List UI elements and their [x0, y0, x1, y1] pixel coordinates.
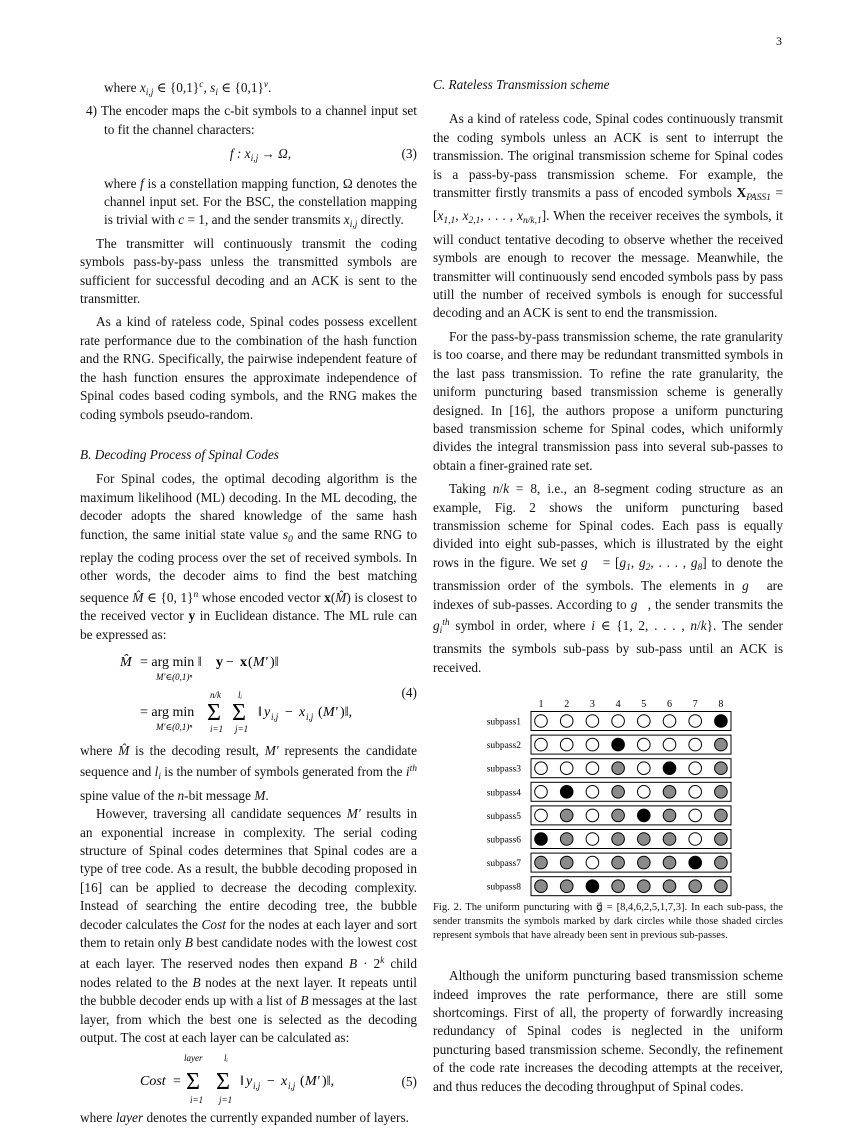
symbol-circle	[715, 809, 728, 822]
row-label: subpass3	[486, 764, 521, 775]
symbol-circle	[638, 856, 651, 869]
section-heading: C. Rateless Transmission scheme	[433, 77, 610, 92]
symbol-circle	[715, 833, 728, 846]
symbol-circle	[612, 809, 625, 822]
symbol-circle	[560, 738, 573, 751]
svg-text:x: x	[299, 704, 306, 720]
paragraph: The transmitter will continuously transmit the coding symbols pass-by-pass unless the transmitted symbols are sufficient for successful decoding and an ACK is sent to the transmitter.	[80, 235, 417, 307]
symbol-circle	[612, 856, 625, 869]
symbol-circle	[689, 762, 702, 775]
svg-text:j=1: j=1	[235, 723, 249, 734]
symbol-circle	[586, 762, 599, 775]
svg-text:(: (	[300, 1074, 305, 1090]
svg-text:Σ: Σ	[216, 1069, 230, 1096]
list-item-4: 4) The encoder maps the c-bit symbols to a channel input set to fit the channel characters:	[86, 103, 417, 137]
symbol-circle	[663, 762, 676, 775]
equation-4	[80, 644, 417, 736]
symbol-circle	[715, 715, 728, 728]
symbol-circle	[638, 809, 651, 822]
paragraph: where M̂ is the decoding result, M′ represents the candidate sequence and $l_i$ is the number of symbols generated from the $i^{th}$ spine value of the n-bit message M.	[80, 742, 417, 803]
symbol-circle	[535, 762, 548, 775]
symbol-circle	[612, 762, 625, 775]
symbol-circle	[560, 880, 573, 893]
symbol-circle	[560, 856, 573, 869]
symbol-circle	[715, 762, 728, 775]
svg-text:Σ: Σ	[232, 699, 246, 726]
svg-text:i,j: i,j	[306, 711, 314, 722]
paragraph: For Spinal codes, the optimal decoding algorithm is the maximum likelihood (ML) decoding. In the ML decoding, the decoder adopts the shared knowledge of the same hash function, the same initial state value $s_0$ and the same RNG to replay the coding process over the set of received symbols. In other words, the decoder aims to find the best matching sequence M̂ ∈ {0, 1}$^n$ whose encoded vector x(M̂) is closest to the received vector y in Euclidean distance. The ML rule can be expressed as:	[80, 471, 417, 642]
row-label: subpass2	[486, 741, 521, 752]
svg-text:)‖,: )‖,	[322, 1074, 335, 1090]
section-heading: B. Decoding Process of Spinal Codes	[80, 446, 279, 462]
svg-text:= arg min: = arg min	[140, 704, 195, 720]
symbol-circle	[663, 856, 676, 869]
symbol-circle	[535, 786, 548, 799]
symbol-circle	[586, 880, 599, 893]
svg-text:= arg min ‖: = arg min ‖	[140, 654, 202, 670]
svg-text:−: −	[285, 704, 293, 720]
paragraph: For the pass-by-pass transmission scheme, the rate granularity is too coarse, and there may be redundant transmitted symbols in the last pass transmission. To refine the rate granularity, the uniform puncturing based transmission scheme is generally designed. In [16], the authors propose a uniform puncturing based transmission scheme for Spinal codes, which uniformly divides the integral transmission pass into several sub-passes to obtain a finer-grained rate set.	[433, 328, 783, 473]
symbol-circle	[638, 738, 651, 751]
right-column	[433, 76, 783, 1096]
svg-text:)‖,: )‖,	[340, 704, 353, 720]
svg-text:y: y	[246, 1074, 253, 1090]
svg-text:lᵢ: lᵢ	[238, 689, 242, 700]
symbol-circle	[689, 833, 702, 846]
symbol-circle	[663, 786, 676, 799]
paragraph: As a kind of rateless code, Spinal codes possess excellent rate performance due to the combination of the hash function and the RNG. Specifically, the pairwise independent feature of the hash function ensures the approximate independence of Spinal codes based coding symbols, and the RNG makes the coding symbols pseudo-random.	[80, 314, 417, 422]
equation-5	[80, 1047, 417, 1109]
row-label: subpass6	[486, 835, 521, 846]
svg-text:layer: layer	[184, 1053, 203, 1064]
svg-text:M′: M′	[253, 654, 268, 670]
symbol-circle	[689, 809, 702, 822]
row-label: subpass1	[486, 717, 521, 728]
row-label: subpass8	[486, 882, 521, 893]
column-label: 5	[641, 699, 647, 711]
svg-text:i=1: i=1	[190, 1095, 204, 1106]
symbol-circle	[612, 738, 625, 751]
svg-text:i,j: i,j	[253, 1081, 261, 1092]
svg-text:M̂: M̂	[120, 654, 132, 670]
symbol-circle	[663, 833, 676, 846]
column-label: 3	[589, 699, 595, 711]
symbol-circle	[638, 762, 651, 775]
figure-2	[433, 697, 783, 893]
symbol-circle	[689, 786, 702, 799]
symbol-circle	[586, 715, 599, 728]
paragraph: where layer denotes the currently expanded number of layers.	[80, 1110, 409, 1126]
column-label: 6	[667, 699, 672, 711]
symbol-circle	[689, 880, 702, 893]
row-label: subpass5	[486, 812, 521, 823]
symbol-circle	[560, 786, 573, 799]
svg-text:i=1: i=1	[210, 723, 224, 734]
symbol-circle	[715, 880, 728, 893]
svg-text:M′: M′	[323, 704, 338, 720]
svg-text:‖: ‖	[240, 1074, 244, 1090]
symbol-circle	[586, 786, 599, 799]
symbol-circle	[638, 786, 651, 799]
column-label: 8	[718, 699, 724, 711]
symbol-circle	[586, 809, 599, 822]
symbol-circle	[638, 715, 651, 728]
symbol-circle	[535, 880, 548, 893]
symbol-circle	[560, 762, 573, 775]
symbol-circle	[560, 715, 573, 728]
row-label: subpass7	[486, 859, 521, 870]
symbol-circle	[689, 738, 702, 751]
column-label: 7	[692, 699, 698, 711]
symbol-circle	[612, 715, 625, 728]
symbol-circle	[535, 738, 548, 751]
paragraph: Although the uniform puncturing based transmission scheme indeed improves the rate performance, there are still some shortcomings. First of all, the property of forwardly increasing redundancy of Spinal codes is neglected in the uniform puncturing based transmission scheme. Secondly, the refinement of the code rate increases the decoding attempts at the receiver, and thus reduces the decoding throughput of Spinal codes.	[433, 968, 783, 1094]
svg-text:(: (	[248, 654, 253, 670]
column-label: 1	[538, 699, 544, 711]
svg-text:Σ: Σ	[186, 1069, 200, 1096]
equation-number: (5)	[401, 1074, 417, 1090]
symbol-circle	[560, 809, 573, 822]
symbol-circle	[663, 715, 676, 728]
symbol-circle	[663, 809, 676, 822]
svg-text:=: =	[173, 1074, 181, 1090]
paragraph: where $x_{i,j}$ ∈ $\{0,1\}^c$, $s_i$ ∈ $\{0,1\}^v$.	[104, 80, 272, 98]
column-label: 2	[564, 699, 570, 711]
svg-text:Σ: Σ	[207, 699, 221, 726]
svg-text:M′∈(0,1)ⁿ: M′∈(0,1)ⁿ	[156, 721, 193, 732]
svg-text:n/k: n/k	[210, 689, 221, 700]
svg-text:i,j: i,j	[288, 1081, 296, 1092]
symbol-circle	[638, 833, 651, 846]
symbol-circle	[638, 880, 651, 893]
symbol-circle	[612, 786, 625, 799]
paragraph: As a kind of rateless code, Spinal codes continuously transmit the coding symbols unless an ACK is sent to interrupt the transmission. The original transmission scheme for Spinal codes is a pass-by-pass transmission scheme. For example, the transmitter firstly transmits a pass of encoded symbols $X_{PASS1} = [x_{1,1}$, $x_{2,1}$, . . . , $x_{n/k,1}$]. When the receiver receives the symbols, it will conduct tentative decoding to observe whether the received symbols are enough to recover the message. Meanwhile, the transmitter will continuously send encoded symbols pass by pass utill the number of received symbols is enough for successful decoding and an ACK is sent to end the transmission.	[433, 111, 783, 321]
symbol-circle	[535, 715, 548, 728]
svg-text:M′: M′	[305, 1074, 320, 1090]
svg-text:‖: ‖	[258, 704, 262, 720]
symbol-circle	[535, 856, 548, 869]
svg-text:Cost: Cost	[140, 1074, 166, 1090]
svg-text:(: (	[318, 704, 323, 720]
paragraph: However, traversing all candidate sequences M′ results in an exponential increase in complexity. The serial coding structure of Spinal codes determines that Spinal codes are a type of tree code. As a result, the bubble decoding proposed in [16] can be applied to decrease the decoding complexity. Instead of searching the entire decoding tree, the bubble decoder calculates the Cost for the nodes at each layer and sort them to retain only B best candidate nodes with the lowest cost at each layer. The reserved nodes then expand $B \cdot 2^k$ child nodes related to the B nodes at the next layer. It repeats until the bubble decoder ends up with a list of B messages at the last layer, from which the best one is selected as the decoding output. The cost at each layer can be calculated as:	[80, 806, 417, 1046]
symbol-circle	[715, 786, 728, 799]
equation-number: (3)	[401, 146, 417, 162]
svg-text:x: x	[281, 1074, 288, 1090]
symbol-circle	[586, 856, 599, 869]
figure-caption: Fig. 2. The uniform puncturing with g⃗ = [8,4,6,2,5,1,7,3]. In each sub-pass, the sender transmits the symbols marked by dark circles while those shaded circles represent symbols that have already been sent in previous sub-passes.	[433, 901, 783, 941]
equation-number: (4)	[401, 684, 417, 700]
svg-text:lᵢ: lᵢ	[224, 1053, 228, 1064]
symbol-circle	[535, 809, 548, 822]
row-label: subpass4	[486, 788, 521, 799]
symbol-circle	[612, 880, 625, 893]
symbol-circle	[715, 856, 728, 869]
symbol-circle	[689, 856, 702, 869]
svg-text:−: −	[226, 654, 234, 670]
symbol-circle	[689, 715, 702, 728]
column-label: 4	[615, 699, 621, 711]
paragraph: where f is a constellation mapping function, Ω denotes the channel input set. For the BSC, the constellation mapping is trivial with c = 1, and the sender transmits $x_{i,j}$ directly.	[104, 175, 417, 231]
symbol-circle	[612, 833, 625, 846]
equation-3: f : $x_{i,j} \to \Omega$, (3)	[229, 146, 417, 165]
svg-text:y: y	[216, 654, 223, 670]
paragraph: Taking n/k = 8, i.e., an 8-segment coding structure as an example, Fig. 2 shows the uniform puncturing based transmission scheme for Spinal codes. Each pass is equally divided into eight sub-passes, which is illustrated by the eight rows in the figure. We set g⃗ = [$g_1$, $g_2$, . . . , $g_8$] to denote the transmission order of the symbols. The elements in g⃗ are indexes of sub-passes. According to g⃗, the sender transmits the $g_i^{th}$ symbol in order, where i ∈ {1, 2, . . . , n/k}. The sender transmits the symbols sub-pass by sub-pass until an ACK is received.	[433, 481, 783, 675]
symbol-circle	[715, 738, 728, 751]
page-number: 3	[776, 34, 782, 48]
symbol-circle	[586, 738, 599, 751]
symbol-circle	[663, 738, 676, 751]
symbol-circle	[663, 880, 676, 893]
svg-text:M′∈(0,1)ⁿ: M′∈(0,1)ⁿ	[156, 671, 193, 682]
svg-text:j=1: j=1	[219, 1095, 233, 1106]
svg-text:y: y	[264, 704, 271, 720]
left-column	[80, 76, 417, 1128]
symbol-circle	[560, 833, 573, 846]
svg-text:−: −	[267, 1074, 275, 1090]
svg-text:i,j: i,j	[271, 711, 279, 722]
svg-text:x: x	[240, 654, 247, 670]
svg-text:)‖: )‖	[270, 654, 279, 670]
symbol-circle	[535, 833, 548, 846]
symbol-circle	[586, 833, 599, 846]
